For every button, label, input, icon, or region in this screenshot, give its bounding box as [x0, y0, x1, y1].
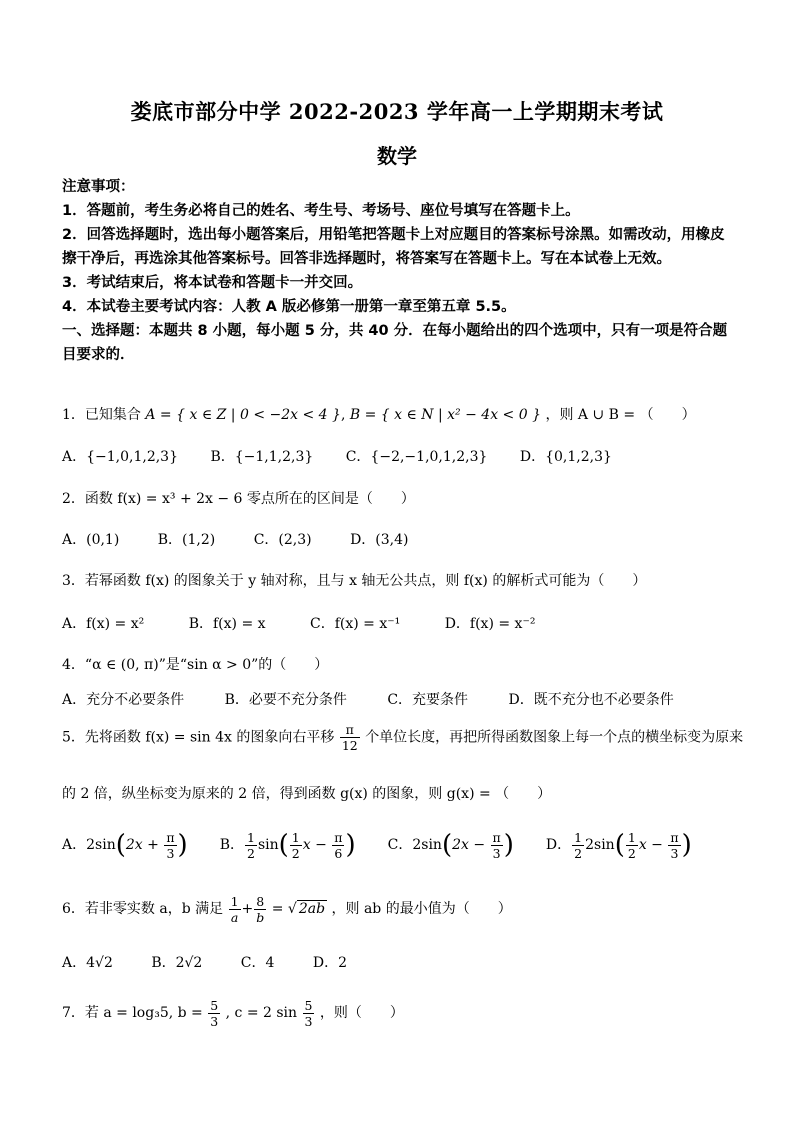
q7-fraction-b: $\frac{5}{3}$ [210, 997, 219, 1029]
q1-option-a: A．{−1,0,1,2,3} [62, 449, 178, 465]
q1-set-b: B = { x ∈ N | x² − 4x < 0 } [349, 407, 541, 423]
q1-option-b: B．{−1,1,2,3} [210, 449, 314, 465]
question-5-line-1 [62, 722, 743, 753]
q2-option-c: C．(2,3) [253, 532, 312, 548]
section-heading: 一、选择题：本题共 8 小题，每小题 5 分，共 40 分．在每小题给出的四个选项中，只有一项是符合题目要求的． [62, 323, 728, 363]
q6-fraction-1: $\frac{1}{a}$ [230, 893, 239, 925]
q4-option-c: C．充要条件 [387, 692, 469, 708]
q3-option-b: B．f(x) = x [188, 616, 266, 632]
q3-option-d: D．f(x) = x⁻² [444, 616, 536, 632]
q1-set-a: A = { x ∈ Z | 0 < −2x < 4 } [145, 407, 341, 423]
q6-option-b: B．2√2 [151, 955, 203, 971]
q4-option-a: A．充分不必要条件 [62, 692, 185, 708]
q1-option-d: D．{0,1,2,3} [519, 449, 612, 465]
question-3: 3．若幂函数 f(x) 的图象关于 y 轴对称，且与 x 轴无公共点，则 f(x) 的解析式可能为（ ） [62, 573, 647, 589]
instruction-item: 3．考试结束后，将本试卷和答题卡一并交回。 [62, 275, 363, 291]
q7-fraction-c: $\frac{5}{3}$ [304, 997, 313, 1029]
q5-options [62, 828, 724, 862]
q7-stem-prefix: 7．若 a = log₃5, b = [62, 1005, 208, 1021]
q5-option-b: B． $\frac{1}{2}$ sin( $\frac{1}{2}$ x − $\frac{\pi}{6}$ ) [219, 829, 356, 861]
q5-stem-prefix: 5．先将函数 f(x) = sin 4x 的图象向右平移 [62, 729, 335, 746]
q2-option-a: A．(0,1) [62, 532, 120, 548]
q5-stem-suffix: 个单位长度，再把所得函数图象上每一个点的横坐标变为原来 [365, 729, 744, 746]
q6-stem-suffix: ，则 ab 的最小值为（ ） [331, 901, 512, 917]
q4-option-b: B．必要不充分条件 [224, 692, 347, 708]
q3-option-c: C．f(x) = x⁻¹ [309, 616, 401, 632]
exam-title: 娄底市部分中学 2022-2023 学年高一上学期期末考试 [130, 99, 664, 124]
q6-sqrt-rhs: 2ab [298, 901, 326, 917]
q6-stem-prefix: 6．若非零实数 a，b 满足 [62, 901, 224, 917]
q6-option-a: A．4√2 [62, 955, 113, 971]
question-2: 2．函数 f(x) = x³ + 2x − 6 零点所在的区间是（ ） [62, 491, 415, 507]
instruction-item: 1．答题前，考生务必将自己的姓名、考生号、考场号、座位号填写在答题卡上。 [62, 203, 580, 219]
q5-option-a: A．2sin(2x + $\frac{\pi}{3}$ ) [62, 829, 188, 861]
q2-options [62, 530, 436, 550]
q6-fraction-8: $\frac{8}{b}$ [256, 893, 265, 925]
q1-stem-suffix: ，则 A ∪ B = （ ） [545, 407, 696, 423]
q4-options [62, 690, 702, 710]
instructions [62, 175, 732, 367]
question-7 [62, 996, 404, 1030]
instruction-item: 2．回答选择题时，选出每小题答案后，用铅笔把答题卡上对应题目的答案标号涂黑。如需改动，用橡皮擦干净后，再选涂其他答案标号。回答非选择题时，将答案写在答题卡上。写在本试卷上无效。 [62, 227, 725, 267]
q1-options [62, 447, 640, 467]
exam-subject: 数学 [377, 144, 417, 168]
q6-option-c: C．4 [240, 955, 275, 971]
q1-option-c: C．{−2,−1,0,1,2,3} [345, 449, 488, 465]
question-6: 6．若非零实数 a，b 满足 $\frac{1}{a}$ + $\frac{8}{b}$ = √ 2ab ，则 ab 的最小值为（ ） [62, 893, 512, 925]
q3-options [62, 614, 563, 634]
q4-option-d: D．既不充分也不必要条件 [508, 692, 674, 708]
q6-options [62, 953, 375, 973]
q7-stem-suffix: ，则（ ） [319, 1005, 404, 1021]
q5-option-c: C．2sin(2x − $\frac{\pi}{3}$ ) [387, 829, 514, 861]
q5-option-d: D． $\frac{1}{2}$ 2sin( $\frac{1}{2}$ x − $\frac{\pi}{3}$ ) [545, 829, 692, 861]
q7-stem-mid: , c = 2 sin [225, 1005, 298, 1021]
question-4: 4．“α ∈ (0, π)”是“sin α > 0”的（ ） [62, 657, 329, 673]
instruction-item: 4．本试卷主要考试内容：人教 A 版必修第一册第一章至第五章 5.5。 [62, 299, 516, 315]
question-5-line-2: 的 2 倍，纵坐标变为原来的 2 倍，得到函数 g(x) 的图象，则 g(x) = （ ） [62, 786, 552, 802]
q3-option-a: A．f(x) = x² [62, 616, 145, 632]
q6-option-d: D．2 [312, 955, 348, 971]
question-1: 1．已知集合 A = { x ∈ Z | 0 < −2x < 4 }, B = { x ∈ N | x² − 4x < 0 } ，则 A ∪ B = （ ） [62, 407, 696, 423]
q5-shift-fraction: $\frac{\pi}{12}$ [341, 722, 358, 753]
q2-option-b: B．(1,2) [157, 532, 216, 548]
q2-option-d: D．(3,4) [350, 532, 409, 548]
instructions-heading: 注意事项： [62, 179, 135, 195]
q1-stem-prefix: 1．已知集合 [62, 407, 141, 423]
